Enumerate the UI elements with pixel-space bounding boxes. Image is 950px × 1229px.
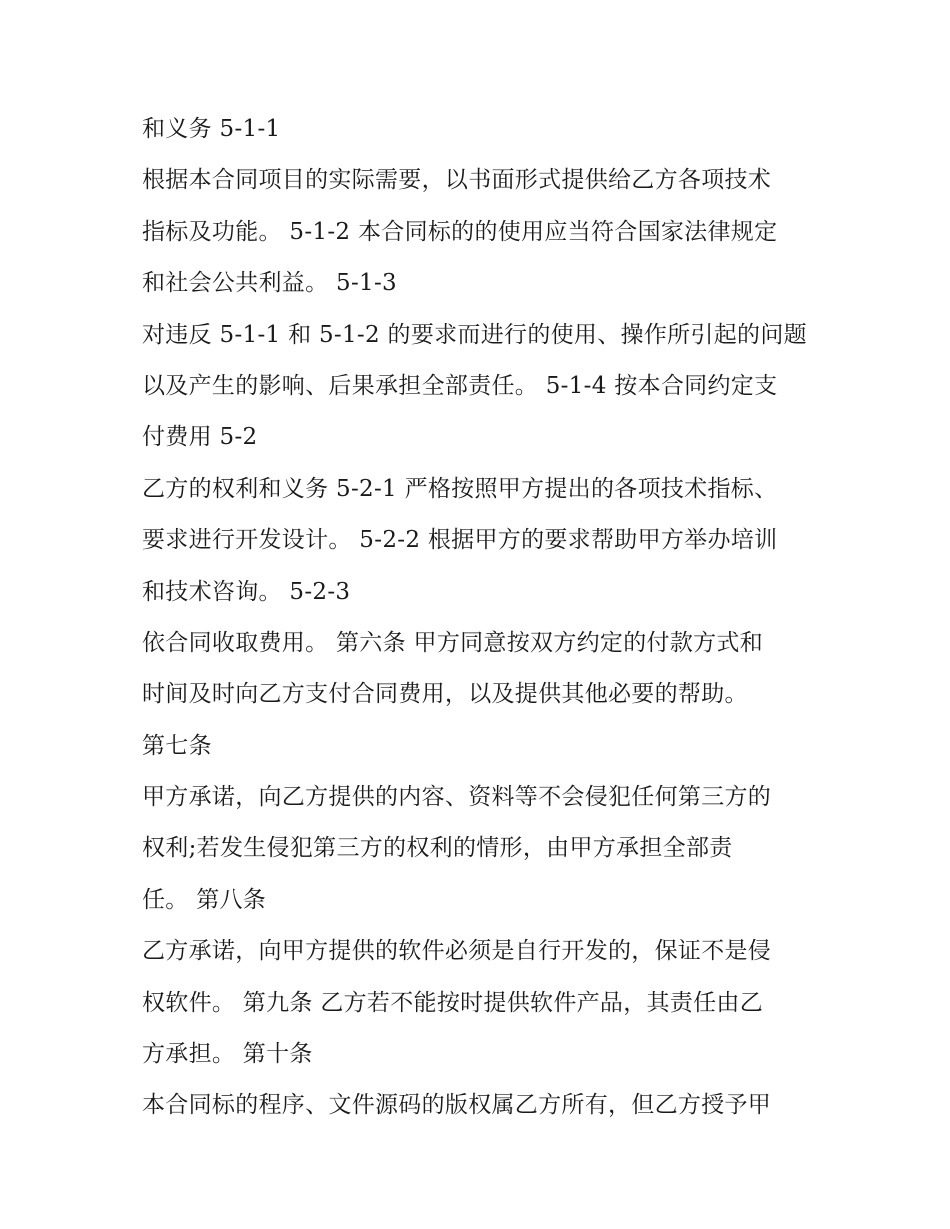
- text-line: 指标及功能。 5-1-2 本合同标的的使用应当符合国家法律规定: [142, 218, 778, 245]
- text-line: 权利;若发生侵犯第三方的权利的情形，由甲方承担全部责: [142, 835, 733, 862]
- text-line: 方承担。 第十条: [142, 1041, 313, 1068]
- text-line: 对违反 5-1-1 和 5-1-2 的要求而进行的使用、操作所引起的问题: [142, 321, 807, 348]
- text-line: 和社会公共利益。 5-1-3: [142, 270, 397, 297]
- text-line: 权软件。 第九条 乙方若不能按时提供软件产品，其责任由乙: [142, 989, 764, 1016]
- text-line: 乙方的权利和义务 5-2-1 严格按照甲方提出的各项技术指标、: [142, 475, 778, 502]
- text-line: 本合同标的程序、文件源码的版权属乙方所有，但乙方授予甲: [142, 1092, 772, 1119]
- text-line: 依合同收取费用。 第六条 甲方同意按双方约定的付款方式和: [142, 629, 764, 656]
- text-line: 和义务 5-1-1: [142, 116, 281, 142]
- document-body: [142, 107, 822, 1135]
- text-line: 时间及时向乙方支付合同费用，以及提供其他必要的帮助。: [142, 681, 748, 708]
- text-line: 甲方承诺，向乙方提供的内容、资料等不会侵犯任何第三方的: [142, 784, 772, 811]
- text-line: 根据本合同项目的实际需要，以书面形式提供给乙方各项技术: [142, 167, 772, 194]
- text-line: 要求进行开发设计。 5-2-2 根据甲方的要求帮助甲方举办培训: [142, 527, 778, 554]
- text-line: 付费用 5-2: [142, 424, 258, 451]
- text-line: 乙方承诺，向甲方提供的软件必须是自行开发的，保证不是侵: [142, 938, 772, 965]
- text-line: 以及产生的影响、后果承担全部责任。 5-1-4 按本合同约定支: [142, 372, 778, 399]
- text-line: 第七条: [142, 732, 212, 759]
- text-line: 和技术咨询。 5-2-3: [142, 578, 351, 605]
- text-line: 任。 第八条: [142, 886, 267, 913]
